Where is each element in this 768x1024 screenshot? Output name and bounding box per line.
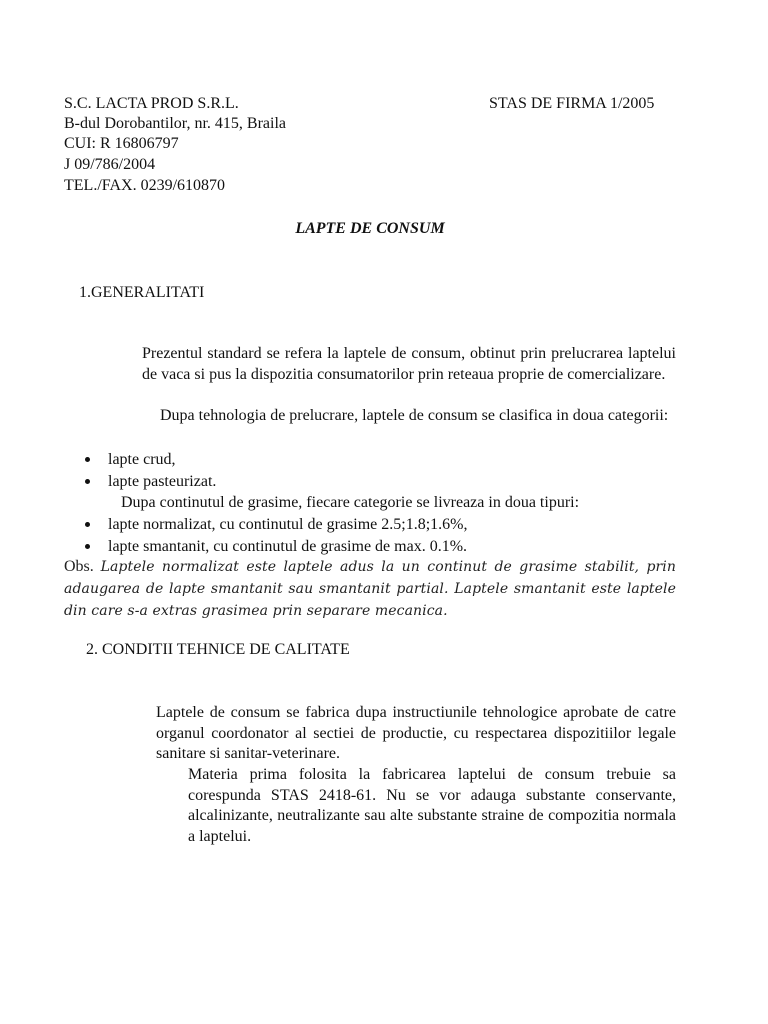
section2-paragraph-1-text: Laptele de consum se fabrica dupa instructiunile tehnologice aprobate de catre organul coordonator al sectiei de productie, cu respectarea dispozitiilor legale sanitare si sanitar-veterinare. [156,704,676,762]
category-list [64,449,216,492]
list-item: lapte smantanit, cu continutul de grasime de max. 0.1%. [64,536,467,558]
section-heading-conditii-tehnice: 2. CONDITII TEHNICE DE CALITATE [86,641,350,658]
company-phone-fax: TEL./FAX. 0239/610870 [64,177,226,194]
company-name: S.C. LACTA PROD S.R.L. [64,95,239,112]
section2-paragraph-2-text: Materia prima folosita la fabricarea laptelui de consum trebuie sa corespunda STAS 2418-61. Nu se vor adauga substante conservante, alcalinizante, neutralizante sau alte substante straine de compozitia normala a laptelui. [188,766,676,845]
observation-text: Laptele normalizat este laptele adus la un continut de grasime stabilit, prin adaugarea de lapte smantanit sau smantanit partial. Laptele smantanit este laptele din care s-a extras grasimea prin separare mecanica. [64,559,677,619]
types-list [64,514,467,557]
observation-note [64,556,676,622]
types-intro: Dupa continutul de grasime, fiecare categorie se livreaza in doua tipuri: [121,494,580,511]
section2-paragraph-1 [86,703,676,765]
list-item: lapte pasteurizat. [64,471,216,493]
standard-reference: STAS DE FIRMA 1/2005 [489,95,655,112]
section1-paragraph-2-text: Dupa tehnologia de prelucrare, laptele de consum se clasifica in doua categorii: [160,407,669,424]
section1-paragraph-1-text: Prezentul standard se refera la laptele de consum, obtinut prin prelucrarea laptelui de vaca si pus la dispozitia consumatorilor prin reteaua proprie de comercializare. [142,345,676,383]
section-heading-generalitati: 1.GENERALITATI [79,284,205,301]
list-item: lapte crud, [64,449,216,471]
company-registry: J 09/786/2004 [64,156,156,173]
list-item: lapte normalizat, cu continutul de grasime 2.5;1.8;1.6%, [64,514,467,536]
company-cui: CUI: R 16806797 [64,135,179,152]
company-address: B-dul Dorobantilor, nr. 415, Braila [64,115,286,132]
observation-label: Obs. [64,558,94,575]
section1-paragraph-2 [64,406,676,427]
section1-paragraph-1 [64,344,676,385]
document-title: LAPTE DE CONSUM [295,220,445,237]
section2-paragraph-2 [86,765,676,847]
